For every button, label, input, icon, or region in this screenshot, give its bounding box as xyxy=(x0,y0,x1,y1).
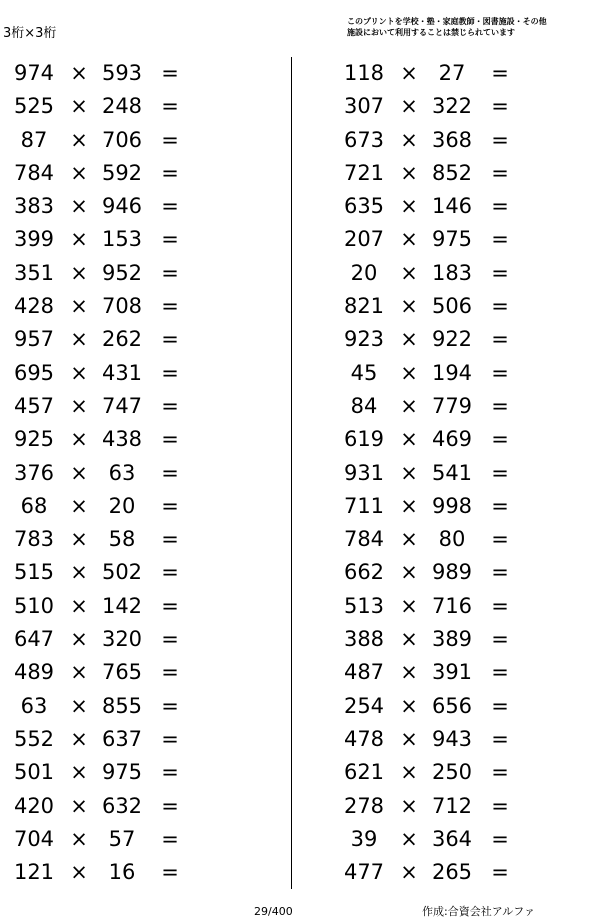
equals-sign: = xyxy=(491,627,509,652)
multiplier: 27 xyxy=(438,61,466,85)
multiplier: 80 xyxy=(438,527,466,552)
multiply-sign: × xyxy=(400,61,418,85)
multiplier: 922 xyxy=(431,327,473,352)
author-credit: 作成:合資会社アルファ xyxy=(422,905,536,918)
multiply-sign: × xyxy=(400,127,418,152)
usage-notice-line-1: このプリントを学校・塾・家庭教師・図書施設・その他 xyxy=(347,17,547,26)
multiplicand: 957 xyxy=(13,327,55,352)
equals-sign: = xyxy=(161,260,179,285)
problem-row xyxy=(0,223,200,256)
multiplicand: 383 xyxy=(13,194,55,219)
multiply-sign: × xyxy=(70,194,88,219)
multiplier: 593 xyxy=(101,61,143,85)
multiplier: 998 xyxy=(431,493,473,518)
equals-sign: = xyxy=(161,793,179,818)
problem-row xyxy=(330,157,530,190)
multiplicand: 121 xyxy=(13,860,55,885)
multiplier: 248 xyxy=(101,94,143,119)
multiply-sign: × xyxy=(70,493,88,518)
multiplicand: 695 xyxy=(13,360,55,385)
problem-row xyxy=(330,823,530,856)
multiply-sign: × xyxy=(70,760,88,785)
multiply-sign: × xyxy=(70,460,88,485)
multiplicand: 39 xyxy=(350,826,378,851)
equals-sign: = xyxy=(161,627,179,652)
multiplicand: 45 xyxy=(350,360,378,385)
multiplier: 506 xyxy=(431,294,473,319)
problem-row xyxy=(330,57,530,90)
multiplicand: 87 xyxy=(20,127,48,152)
multiply-sign: × xyxy=(400,627,418,652)
equals-sign: = xyxy=(161,693,179,718)
multiplicand: 307 xyxy=(343,94,385,119)
problem-row xyxy=(0,323,200,356)
multiplier: 364 xyxy=(431,826,473,851)
multiply-sign: × xyxy=(400,726,418,751)
multiplier: 431 xyxy=(101,360,143,385)
multiplicand: 254 xyxy=(343,693,385,718)
multiply-sign: × xyxy=(70,393,88,418)
multiplicand: 388 xyxy=(343,627,385,652)
multiply-sign: × xyxy=(70,660,88,685)
multiplicand: 673 xyxy=(343,127,385,152)
usage-notice xyxy=(347,16,609,38)
multiply-sign: × xyxy=(70,593,88,618)
multiply-sign: × xyxy=(70,693,88,718)
multiplicand: 662 xyxy=(343,560,385,585)
multiplier: 716 xyxy=(431,593,473,618)
multiplier: 438 xyxy=(101,427,143,452)
multiplicand: 63 xyxy=(20,693,48,718)
equals-sign: = xyxy=(491,294,509,319)
multiply-sign: × xyxy=(70,360,88,385)
problem-row xyxy=(330,423,530,456)
multiplicand: 784 xyxy=(343,527,385,552)
problem-row xyxy=(0,490,200,523)
multiplicand: 510 xyxy=(13,593,55,618)
multiplier: 975 xyxy=(431,227,473,252)
multiplicand: 931 xyxy=(343,460,385,485)
multiplicand: 704 xyxy=(13,826,55,851)
multiplicand: 489 xyxy=(13,660,55,685)
problem-row xyxy=(0,723,200,756)
multiplier: 502 xyxy=(101,560,143,585)
multiplier: 58 xyxy=(108,527,136,552)
multiplicand: 925 xyxy=(13,427,55,452)
multiplicand: 487 xyxy=(343,660,385,685)
multiply-sign: × xyxy=(400,294,418,319)
problem-row xyxy=(0,590,200,623)
multiplicand: 515 xyxy=(13,560,55,585)
multiplier: 265 xyxy=(431,860,473,885)
multiply-sign: × xyxy=(400,793,418,818)
multiplicand: 784 xyxy=(13,160,55,185)
multiplicand: 721 xyxy=(343,160,385,185)
equals-sign: = xyxy=(491,94,509,119)
multiplicand: 376 xyxy=(13,460,55,485)
multiply-sign: × xyxy=(70,160,88,185)
multiplier: 142 xyxy=(101,593,143,618)
multiplier: 708 xyxy=(101,294,143,319)
equals-sign: = xyxy=(491,726,509,751)
multiplier: 183 xyxy=(431,260,473,285)
multiplier: 779 xyxy=(431,393,473,418)
problem-row xyxy=(330,623,530,656)
multiplier: 946 xyxy=(101,194,143,219)
problem-row xyxy=(0,290,200,323)
multiplier: 541 xyxy=(431,460,473,485)
worksheet-title: 3桁×3桁 xyxy=(3,26,57,41)
equals-sign: = xyxy=(491,427,509,452)
equals-sign: = xyxy=(161,194,179,219)
multiplicand: 513 xyxy=(343,593,385,618)
multiplicand: 501 xyxy=(13,760,55,785)
multiplicand: 478 xyxy=(343,726,385,751)
multiply-sign: × xyxy=(400,593,418,618)
equals-sign: = xyxy=(491,127,509,152)
multiply-sign: × xyxy=(70,94,88,119)
multiply-sign: × xyxy=(70,726,88,751)
multiply-sign: × xyxy=(400,360,418,385)
equals-sign: = xyxy=(491,693,509,718)
multiplicand: 118 xyxy=(343,61,385,85)
equals-sign: = xyxy=(491,327,509,352)
multiplicand: 711 xyxy=(343,493,385,518)
equals-sign: = xyxy=(491,460,509,485)
equals-sign: = xyxy=(491,493,509,518)
multiplier: 852 xyxy=(431,160,473,185)
multiply-sign: × xyxy=(70,527,88,552)
multiply-sign: × xyxy=(400,693,418,718)
problem-row xyxy=(0,756,200,789)
equals-sign: = xyxy=(161,460,179,485)
multiply-sign: × xyxy=(400,327,418,352)
equals-sign: = xyxy=(491,560,509,585)
multiply-sign: × xyxy=(400,160,418,185)
multiplicand: 68 xyxy=(20,493,48,518)
multiplier: 391 xyxy=(431,660,473,685)
problem-row xyxy=(0,157,200,190)
multiplier: 146 xyxy=(431,194,473,219)
problem-row xyxy=(0,457,200,490)
equals-sign: = xyxy=(491,793,509,818)
column-divider xyxy=(291,57,292,889)
multiplicand: 635 xyxy=(343,194,385,219)
multiply-sign: × xyxy=(70,294,88,319)
multiplicand: 351 xyxy=(13,260,55,285)
page-number: 29/400 xyxy=(254,905,293,918)
multiply-sign: × xyxy=(400,227,418,252)
multiply-sign: × xyxy=(70,227,88,252)
problem-row xyxy=(0,90,200,123)
multiply-sign: × xyxy=(400,393,418,418)
multiplicand: 428 xyxy=(13,294,55,319)
equals-sign: = xyxy=(161,660,179,685)
problem-row xyxy=(0,390,200,423)
equals-sign: = xyxy=(491,760,509,785)
problem-row xyxy=(330,390,530,423)
multiplicand: 207 xyxy=(343,227,385,252)
equals-sign: = xyxy=(161,560,179,585)
multiplier: 765 xyxy=(101,660,143,685)
problem-row xyxy=(0,823,200,856)
multiply-sign: × xyxy=(400,194,418,219)
multiply-sign: × xyxy=(400,527,418,552)
equals-sign: = xyxy=(161,127,179,152)
right-problem-column xyxy=(330,57,530,889)
problem-row xyxy=(0,556,200,589)
multiplier: 975 xyxy=(101,760,143,785)
problem-row xyxy=(330,257,530,290)
problem-row xyxy=(330,856,530,889)
problem-row xyxy=(330,323,530,356)
multiply-sign: × xyxy=(400,260,418,285)
problem-row xyxy=(330,556,530,589)
equals-sign: = xyxy=(161,726,179,751)
multiplicand: 399 xyxy=(13,227,55,252)
equals-sign: = xyxy=(491,227,509,252)
problem-row xyxy=(0,656,200,689)
multiply-sign: × xyxy=(70,627,88,652)
equals-sign: = xyxy=(161,860,179,885)
problem-row xyxy=(330,290,530,323)
multiply-sign: × xyxy=(70,260,88,285)
multiplier: 57 xyxy=(108,826,136,851)
multiply-sign: × xyxy=(70,793,88,818)
multiply-sign: × xyxy=(70,427,88,452)
multiply-sign: × xyxy=(70,127,88,152)
multiply-sign: × xyxy=(400,660,418,685)
problem-row xyxy=(330,590,530,623)
multiplier: 262 xyxy=(101,327,143,352)
equals-sign: = xyxy=(161,593,179,618)
problem-row xyxy=(0,790,200,823)
multiplicand: 84 xyxy=(350,393,378,418)
multiplier: 16 xyxy=(108,860,136,885)
multiply-sign: × xyxy=(400,94,418,119)
multiply-sign: × xyxy=(70,61,88,85)
equals-sign: = xyxy=(491,826,509,851)
multiplicand: 923 xyxy=(343,327,385,352)
problem-row xyxy=(330,190,530,223)
multiplicand: 20 xyxy=(350,260,378,285)
problem-row xyxy=(0,257,200,290)
equals-sign: = xyxy=(161,61,179,85)
problem-row xyxy=(330,790,530,823)
multiplier: 855 xyxy=(101,693,143,718)
multiplicand: 619 xyxy=(343,427,385,452)
equals-sign: = xyxy=(161,493,179,518)
multiplier: 389 xyxy=(431,627,473,652)
multiplier: 747 xyxy=(101,393,143,418)
problem-row xyxy=(330,723,530,756)
problem-row xyxy=(330,357,530,390)
multiplier: 656 xyxy=(431,693,473,718)
equals-sign: = xyxy=(161,826,179,851)
multiply-sign: × xyxy=(400,460,418,485)
multiply-sign: × xyxy=(70,860,88,885)
multiplicand: 647 xyxy=(13,627,55,652)
multiplier: 712 xyxy=(431,793,473,818)
multiply-sign: × xyxy=(400,826,418,851)
multiplier: 20 xyxy=(108,493,136,518)
multiplicand: 974 xyxy=(13,61,55,85)
equals-sign: = xyxy=(491,527,509,552)
problem-row xyxy=(330,457,530,490)
equals-sign: = xyxy=(161,327,179,352)
problem-row xyxy=(0,690,200,723)
multiplicand: 821 xyxy=(343,294,385,319)
problem-row xyxy=(0,357,200,390)
problem-row xyxy=(0,623,200,656)
multiplicand: 525 xyxy=(13,94,55,119)
equals-sign: = xyxy=(491,360,509,385)
multiply-sign: × xyxy=(400,860,418,885)
multiplier: 469 xyxy=(431,427,473,452)
problem-row xyxy=(0,124,200,157)
equals-sign: = xyxy=(161,527,179,552)
multiplicand: 552 xyxy=(13,726,55,751)
multiplicand: 420 xyxy=(13,793,55,818)
multiplier: 632 xyxy=(101,793,143,818)
equals-sign: = xyxy=(491,260,509,285)
multiplier: 320 xyxy=(101,627,143,652)
multiplier: 592 xyxy=(101,160,143,185)
multiplicand: 278 xyxy=(343,793,385,818)
equals-sign: = xyxy=(491,860,509,885)
problem-row xyxy=(330,90,530,123)
problem-row xyxy=(0,523,200,556)
multiplicand: 783 xyxy=(13,527,55,552)
equals-sign: = xyxy=(161,360,179,385)
equals-sign: = xyxy=(161,427,179,452)
problem-row xyxy=(0,190,200,223)
usage-notice-line-2: 施設において利用することは禁じられています xyxy=(347,28,515,37)
multiplier: 706 xyxy=(101,127,143,152)
problem-row xyxy=(330,490,530,523)
multiplier: 368 xyxy=(431,127,473,152)
multiply-sign: × xyxy=(70,826,88,851)
problem-row xyxy=(0,856,200,889)
problem-row xyxy=(330,656,530,689)
problem-row xyxy=(0,423,200,456)
problem-row xyxy=(330,523,530,556)
problem-row xyxy=(330,690,530,723)
multiplicand: 621 xyxy=(343,760,385,785)
equals-sign: = xyxy=(491,660,509,685)
left-problem-column xyxy=(0,57,200,889)
multiplier: 943 xyxy=(431,726,473,751)
multiplier: 989 xyxy=(431,560,473,585)
multiply-sign: × xyxy=(400,493,418,518)
multiplier: 194 xyxy=(431,360,473,385)
problem-row xyxy=(330,756,530,789)
equals-sign: = xyxy=(161,294,179,319)
multiply-sign: × xyxy=(400,427,418,452)
equals-sign: = xyxy=(491,593,509,618)
problem-row xyxy=(0,57,200,90)
multiplier: 637 xyxy=(101,726,143,751)
multiplier: 250 xyxy=(431,760,473,785)
equals-sign: = xyxy=(491,393,509,418)
equals-sign: = xyxy=(161,94,179,119)
multiplier: 952 xyxy=(101,260,143,285)
multiply-sign: × xyxy=(70,560,88,585)
multiplicand: 477 xyxy=(343,860,385,885)
problem-row xyxy=(330,223,530,256)
multiplier: 63 xyxy=(108,460,136,485)
equals-sign: = xyxy=(161,393,179,418)
multiply-sign: × xyxy=(400,760,418,785)
equals-sign: = xyxy=(491,61,509,85)
equals-sign: = xyxy=(491,160,509,185)
multiplier: 153 xyxy=(101,227,143,252)
problem-row xyxy=(330,124,530,157)
equals-sign: = xyxy=(161,227,179,252)
equals-sign: = xyxy=(161,760,179,785)
multiplier: 322 xyxy=(431,94,473,119)
equals-sign: = xyxy=(161,160,179,185)
multiply-sign: × xyxy=(70,327,88,352)
equals-sign: = xyxy=(491,194,509,219)
multiplicand: 457 xyxy=(13,393,55,418)
multiply-sign: × xyxy=(400,560,418,585)
